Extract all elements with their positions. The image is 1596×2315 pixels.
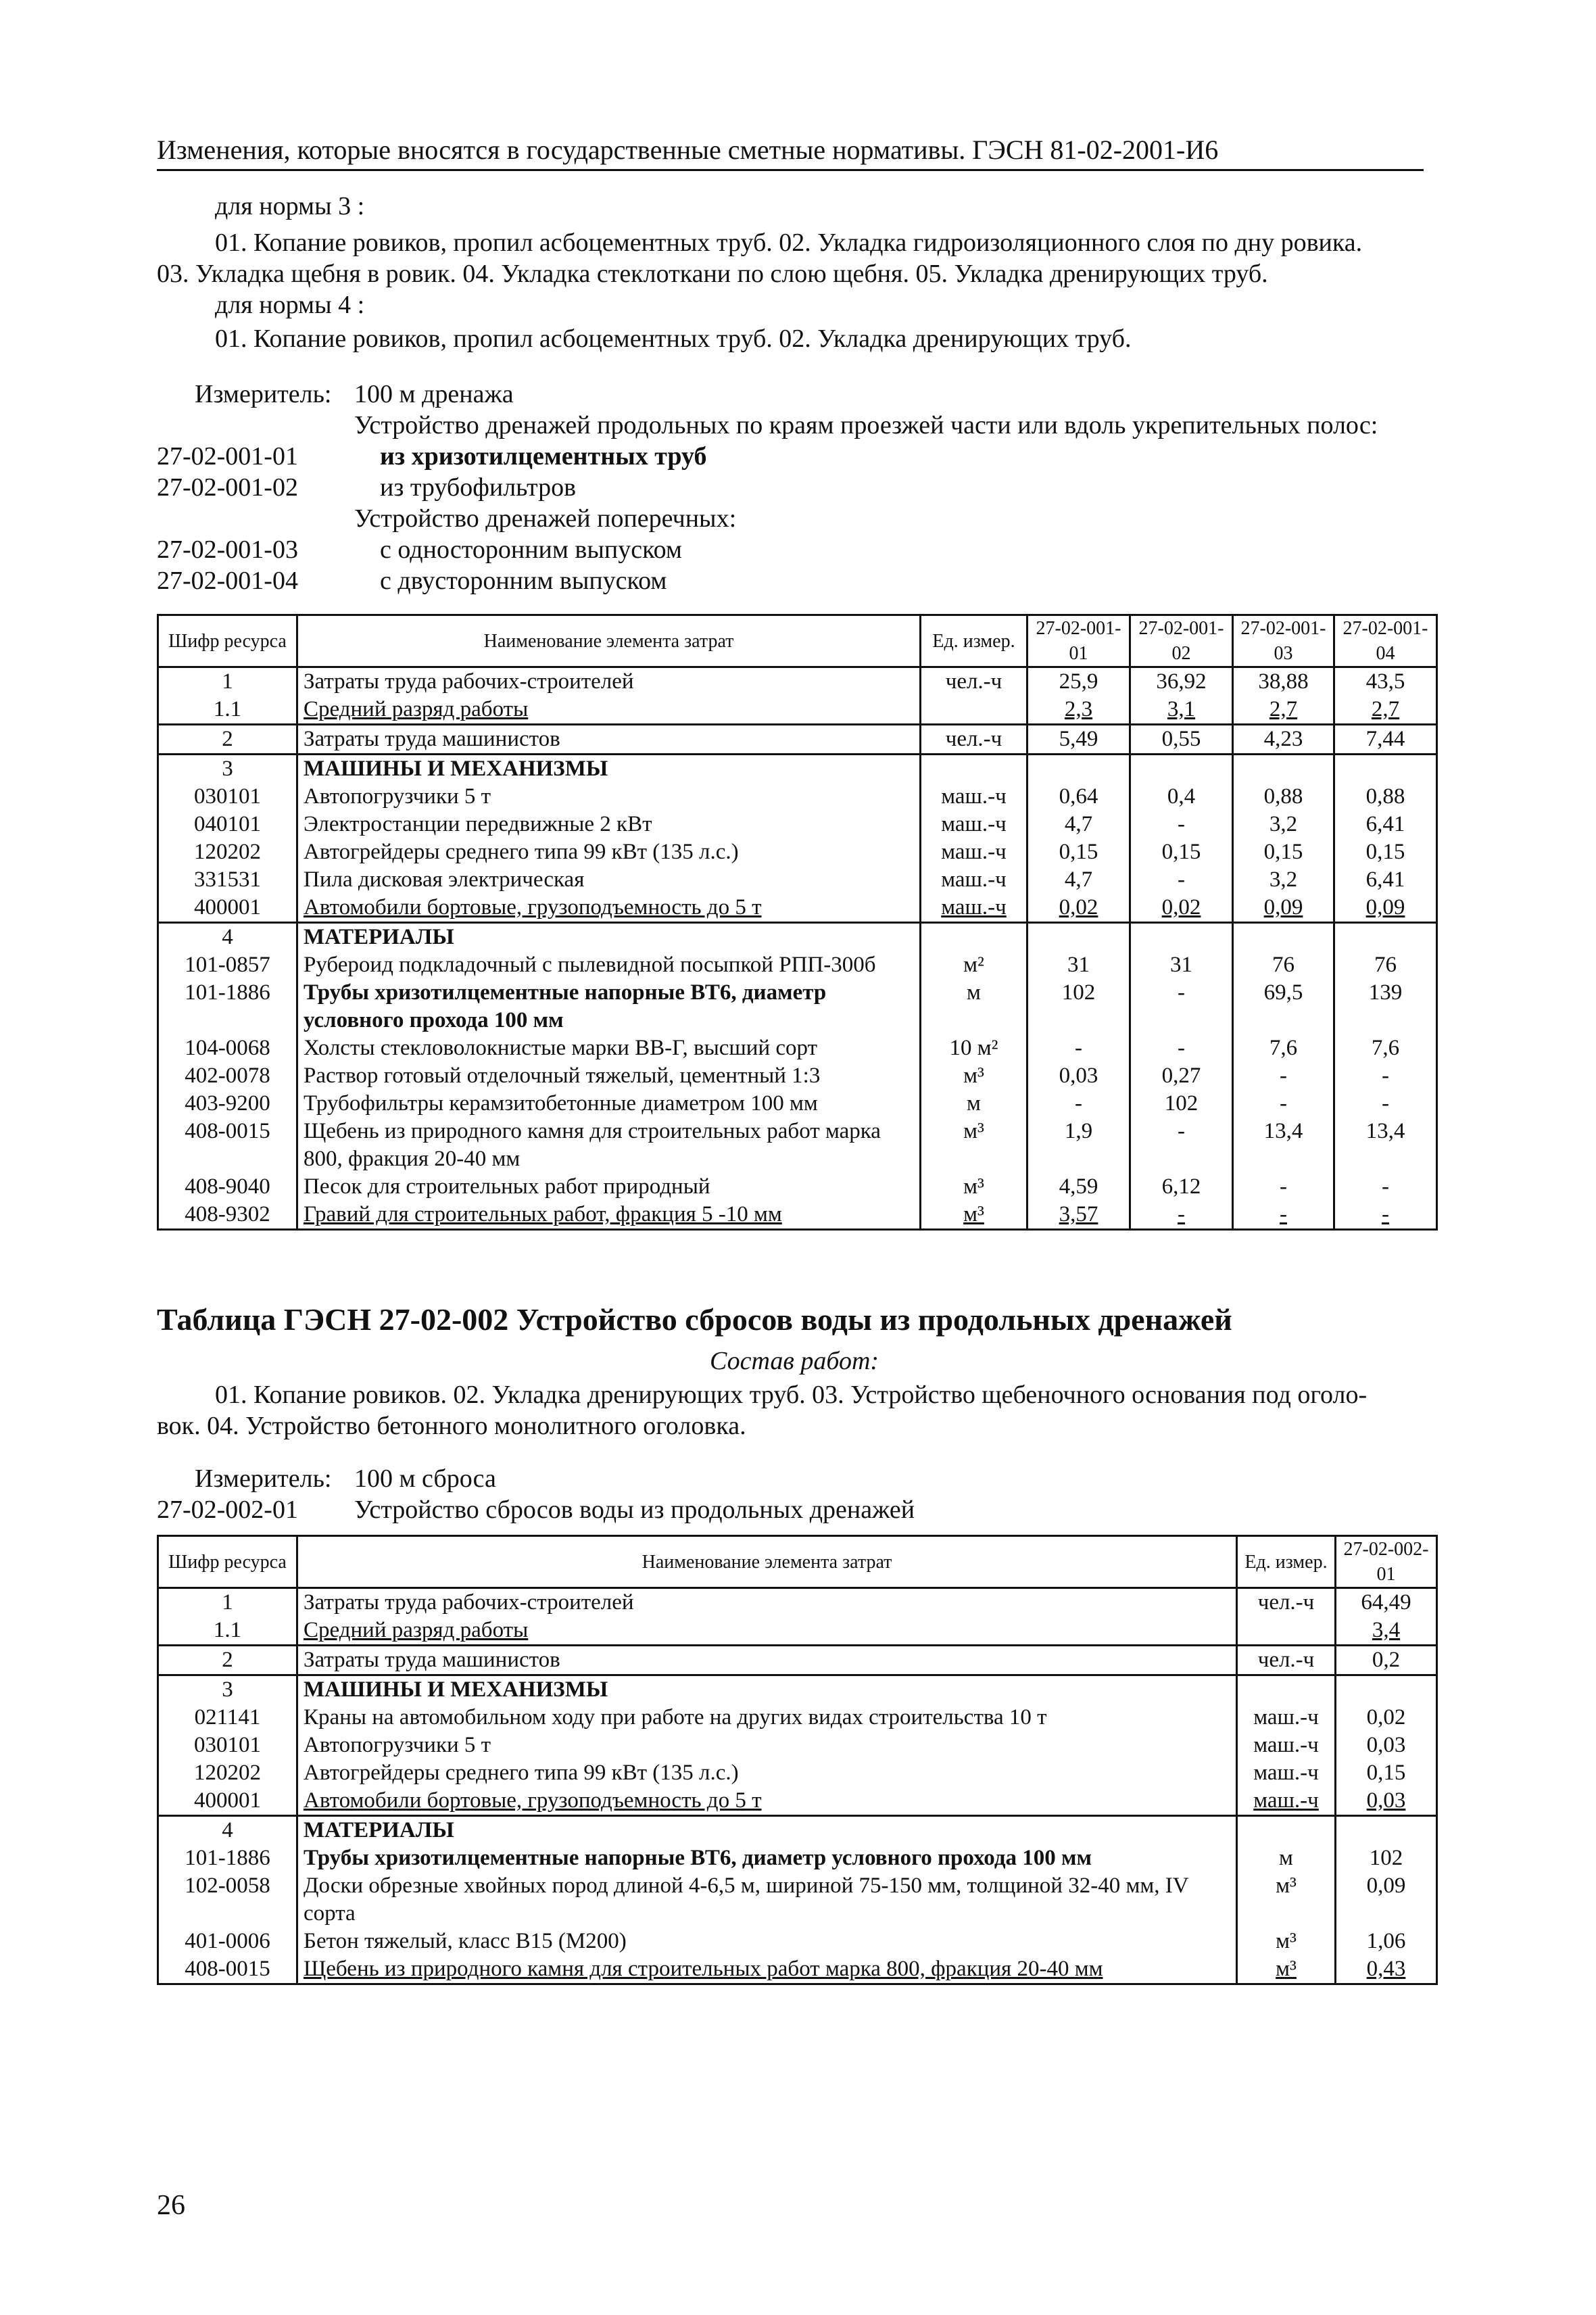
cell-value-1: 102 <box>1027 979 1130 1034</box>
table-row <box>158 1588 1437 1617</box>
cell-value-4: - <box>1334 1062 1437 1090</box>
table-row <box>158 838 1437 866</box>
meter-value: 100 м дренажа <box>354 380 514 408</box>
table-row <box>158 1759 1437 1787</box>
norm-name-4: с двусторонним выпуском <box>380 567 667 595</box>
cell-value-1: 5,49 <box>1027 725 1130 755</box>
cell-value-3: 3,2 <box>1233 866 1334 894</box>
cell-name: Щебень из природного камня для строительных работ марка 800, фракция 20-40 мм <box>297 1955 1237 1984</box>
cell-value-4: 6,41 <box>1334 866 1437 894</box>
cell-name: Рубероид подкладочный с пылевидной посыпкой РПП-300б <box>297 951 921 979</box>
cell-unit: м³ <box>1237 1955 1336 1984</box>
col-header-name: Наименование элемента затрат <box>297 1536 1237 1588</box>
col-header-code: Шифр ресурса <box>158 615 297 667</box>
cell-unit <box>1237 1617 1336 1646</box>
cell-value-1: 1,9 <box>1027 1118 1130 1173</box>
cell-name: Бетон тяжелый, класс В15 (М200) <box>297 1928 1237 1955</box>
cell-name: Затраты труда машинистов <box>297 725 921 755</box>
cell-code: 030101 <box>158 1732 297 1759</box>
cell-unit: маш.-ч <box>1237 1704 1336 1732</box>
cell-value-1: 31 <box>1027 951 1130 979</box>
table-row <box>158 1062 1437 1090</box>
cell-unit: чел.-ч <box>1237 1588 1336 1617</box>
cell-name: Щебень из природного камня для строительных работ марка 800, фракция 20-40 мм <box>297 1118 921 1173</box>
cell-name: Автопогрузчики 5 т <box>297 783 921 811</box>
cell-code: 331531 <box>158 866 297 894</box>
cell-code: 1 <box>158 667 297 696</box>
cell-unit <box>1237 1675 1336 1704</box>
cell-unit: маш.-ч <box>921 866 1027 894</box>
cell-unit: 10 м² <box>921 1034 1027 1062</box>
norm4-line1: 01. Копание ровиков, пропил асбоцементных труб. 02. Укладка дренирующих труб. <box>215 325 1132 353</box>
work-line-1: 01. Копание ровиков. 02. Укладка дренирующих труб. 03. Устройство щебеночного основания под оголо- <box>215 1381 1368 1409</box>
cell-name: Затраты труда рабочих-строителей <box>297 667 921 696</box>
cell-value-1: 0,15 <box>1336 1759 1437 1787</box>
cell-value-4: - <box>1334 1173 1437 1201</box>
cell-unit: м³ <box>921 1118 1027 1173</box>
norm4-label: для нормы 4 : <box>215 291 365 319</box>
cell-value-4: 0,15 <box>1334 838 1437 866</box>
cell-name: МАТЕРИАЛЫ <box>297 1816 1237 1845</box>
cell-value-4: - <box>1334 1201 1437 1230</box>
cell-code: 3 <box>158 755 297 784</box>
cell-code: 408-0015 <box>158 1118 297 1173</box>
cell-name: МАШИНЫ И МЕХАНИЗМЫ <box>297 755 921 784</box>
table-row <box>158 783 1437 811</box>
table-row <box>158 1704 1437 1732</box>
meter-value-2: 100 м сброса <box>354 1464 496 1493</box>
cell-unit <box>1237 1816 1336 1845</box>
cell-value-4 <box>1334 755 1437 784</box>
cell-code: 104-0068 <box>158 1034 297 1062</box>
table-row <box>158 755 1437 784</box>
cell-unit: м <box>921 1090 1027 1118</box>
cell-code: 040101 <box>158 811 297 838</box>
cell-value-2: - <box>1130 1034 1233 1062</box>
cell-code: 400001 <box>158 894 297 923</box>
cell-value-1: 3,57 <box>1027 1201 1130 1230</box>
cell-value-2: 0,15 <box>1130 838 1233 866</box>
cell-unit: маш.-ч <box>921 838 1027 866</box>
cell-value-4 <box>1334 923 1437 952</box>
cell-name: Трубы хризотилцементные напорные ВТ6, диаметр условного прохода 100 мм <box>297 1844 1237 1872</box>
table-row <box>158 923 1437 952</box>
cell-unit: м <box>1237 1844 1336 1872</box>
cell-name: Холсты стекловолокнистые марки ВВ-Г, высший сорт <box>297 1034 921 1062</box>
table-row <box>158 1118 1437 1173</box>
cell-value-4: 43,5 <box>1334 667 1437 696</box>
cell-value-2: - <box>1130 811 1233 838</box>
cell-value-1: 1,06 <box>1336 1928 1437 1955</box>
cell-value-3: 0,15 <box>1233 838 1334 866</box>
cell-value-1: 25,9 <box>1027 667 1130 696</box>
cell-value-1: 0,09 <box>1336 1872 1437 1928</box>
table-row <box>158 1173 1437 1201</box>
cell-name: Раствор готовый отделочный тяжелый, цементный 1:3 <box>297 1062 921 1090</box>
cell-value-3: 38,88 <box>1233 667 1334 696</box>
cell-name: Электростанции передвижные 2 кВт <box>297 811 921 838</box>
cell-name: Затраты труда рабочих-строителей <box>297 1588 1237 1617</box>
cell-value-3: 0,88 <box>1233 783 1334 811</box>
norm-name-5: Устройство сбросов воды из продольных дренажей <box>354 1496 915 1524</box>
cell-value-1: 64,49 <box>1336 1588 1437 1617</box>
cell-name: Трубы хризотилцементные напорные ВТ6, диаметр условного прохода 100 мм <box>297 979 921 1034</box>
cell-code: 401-0006 <box>158 1928 297 1955</box>
norm3-line1: 01. Копание ровиков, пропил асбоцементных труб. 02. Укладка гидроизоляционного слоя по дну ровика. <box>215 229 1363 257</box>
cell-value-2: - <box>1130 1201 1233 1230</box>
cell-value-1: 0,03 <box>1336 1732 1437 1759</box>
cell-unit <box>921 696 1027 725</box>
cell-code: 102-0058 <box>158 1872 297 1928</box>
table-row <box>158 696 1437 725</box>
col-header-unit: Ед. измер. <box>1237 1536 1336 1588</box>
cell-code: 408-9040 <box>158 1173 297 1201</box>
cell-value-2: - <box>1130 866 1233 894</box>
cell-value-1: 4,59 <box>1027 1173 1130 1201</box>
table-row <box>158 1844 1437 1872</box>
cell-code: 101-0857 <box>158 951 297 979</box>
norm3-line2: 03. Укладка щебня в ровик. 04. Укладка стеклоткани по слою щебня. 05. Укладка дренирующих труб. <box>157 260 1268 288</box>
cell-unit: чел.-ч <box>1237 1646 1336 1675</box>
cell-unit: м³ <box>1237 1928 1336 1955</box>
cell-code: 408-0015 <box>158 1955 297 1984</box>
cell-value-3: 13,4 <box>1233 1118 1334 1173</box>
col-header-norm-4: 27-02-001-04 <box>1334 615 1437 667</box>
cell-value-4: 7,44 <box>1334 725 1437 755</box>
cell-name: Доски обрезные хвойных пород длиной 4-6,5 м, шириной 75-150 мм, толщиной 32-40 мм, IV сорта <box>297 1872 1237 1928</box>
cell-value-3: 69,5 <box>1233 979 1334 1034</box>
cell-value-1: 2,3 <box>1027 696 1130 725</box>
cell-name: Трубофильтры керамзитобетонные диаметром 100 мм <box>297 1090 921 1118</box>
cell-value-3: 76 <box>1233 951 1334 979</box>
cell-value-1: 102 <box>1336 1844 1437 1872</box>
cell-name: Краны на автомобильном ходу при работе на других видах строительства 10 т <box>297 1704 1237 1732</box>
cell-unit: м³ <box>921 1062 1027 1090</box>
cell-value-3 <box>1233 923 1334 952</box>
cell-unit: маш.-ч <box>1237 1759 1336 1787</box>
cell-unit: чел.-ч <box>921 667 1027 696</box>
norm-group-1: Устройство дренажей продольных по краям проезжей части или вдоль укрепительных полос: <box>354 411 1378 439</box>
table-row <box>158 1617 1437 1646</box>
col-header-norm-1: 27-02-002-01 <box>1336 1536 1437 1588</box>
cell-value-2: 31 <box>1130 951 1233 979</box>
cell-value-4: 139 <box>1334 979 1437 1034</box>
cell-value-2 <box>1130 755 1233 784</box>
col-header-norm-1: 27-02-001-01 <box>1027 615 1130 667</box>
cell-unit: маш.-ч <box>1237 1732 1336 1759</box>
cell-value-4: 6,41 <box>1334 811 1437 838</box>
col-header-code: Шифр ресурса <box>158 1536 297 1588</box>
work-line-2: вок. 04. Устройство бетонного монолитного оголовка. <box>157 1412 746 1440</box>
cell-value-2: 0,55 <box>1130 725 1233 755</box>
table-header-row <box>158 615 1437 667</box>
table-row <box>158 1928 1437 1955</box>
cell-name: Гравий для строительных работ, фракция 5 -10 мм <box>297 1201 921 1230</box>
cell-unit <box>921 755 1027 784</box>
cell-name: Песок для строительных работ природный <box>297 1173 921 1201</box>
section-title: Таблица ГЭСН 27-02-002 Устройство сбросов воды из продольных дренажей <box>157 1302 1232 1337</box>
cell-value-4: 13,4 <box>1334 1118 1437 1173</box>
cell-value-1: 0,03 <box>1027 1062 1130 1090</box>
cell-value-3: 7,6 <box>1233 1034 1334 1062</box>
cell-name: Автомобили бортовые, грузоподъемность до 5 т <box>297 1787 1237 1816</box>
cell-name: Пила дисковая электрическая <box>297 866 921 894</box>
cell-code: 1.1 <box>158 696 297 725</box>
table-row <box>158 1646 1437 1675</box>
cell-code: 4 <box>158 1816 297 1845</box>
meter-label-2: Измеритель: <box>195 1464 332 1493</box>
resource-table-1 <box>157 614 1438 1231</box>
norm-code-1: 27-02-001-01 <box>157 442 298 471</box>
table-row <box>158 951 1437 979</box>
cell-value-1: 0,43 <box>1336 1955 1437 1984</box>
cell-value-1: 4,7 <box>1027 866 1130 894</box>
cell-unit: маш.-ч <box>921 783 1027 811</box>
cell-value-4: 0,09 <box>1334 894 1437 923</box>
cell-code: 400001 <box>158 1787 297 1816</box>
cell-code: 120202 <box>158 1759 297 1787</box>
cell-value-2: 3,1 <box>1130 696 1233 725</box>
table-row <box>158 667 1437 696</box>
cell-name: Автогрейдеры среднего типа 99 кВт (135 л.с.) <box>297 1759 1237 1787</box>
cell-name: МАШИНЫ И МЕХАНИЗМЫ <box>297 1675 1237 1704</box>
cell-unit: м³ <box>1237 1872 1336 1928</box>
norm-name-3: с односторонним выпуском <box>380 535 682 564</box>
cell-code: 2 <box>158 1646 297 1675</box>
table-row <box>158 1787 1437 1816</box>
table-row <box>158 1732 1437 1759</box>
cell-unit <box>921 923 1027 952</box>
cell-value-1: 0,15 <box>1027 838 1130 866</box>
work-composition-title: Состав работ: <box>710 1347 879 1375</box>
cell-unit: м <box>921 979 1027 1034</box>
cell-code: 403-9200 <box>158 1090 297 1118</box>
resource-table-2 <box>157 1535 1438 1985</box>
cell-value-1: 0,02 <box>1336 1704 1437 1732</box>
cell-code: 4 <box>158 923 297 952</box>
cell-value-1: - <box>1027 1034 1130 1062</box>
cell-value-3 <box>1233 755 1334 784</box>
cell-unit: маш.-ч <box>921 894 1027 923</box>
cell-code: 408-9302 <box>158 1201 297 1230</box>
norm-code-3: 27-02-001-03 <box>157 535 298 564</box>
cell-value-2: 36,92 <box>1130 667 1233 696</box>
cell-value-4: 7,6 <box>1334 1034 1437 1062</box>
table-row <box>158 1675 1437 1704</box>
cell-value-3: - <box>1233 1062 1334 1090</box>
col-header-norm-2: 27-02-001-02 <box>1130 615 1233 667</box>
cell-value-3: - <box>1233 1201 1334 1230</box>
table-row <box>158 1090 1437 1118</box>
cell-value-4: - <box>1334 1090 1437 1118</box>
norm-code-4: 27-02-001-04 <box>157 567 298 595</box>
cell-code: 3 <box>158 1675 297 1704</box>
cell-name: МАТЕРИАЛЫ <box>297 923 921 952</box>
cell-code: 402-0078 <box>158 1062 297 1090</box>
cell-unit: м³ <box>921 1201 1027 1230</box>
cell-value-2: 0,02 <box>1130 894 1233 923</box>
cell-value-1 <box>1336 1816 1437 1845</box>
cell-value-1: 0,64 <box>1027 783 1130 811</box>
cell-value-3: 3,2 <box>1233 811 1334 838</box>
cell-code: 1.1 <box>158 1617 297 1646</box>
cell-name: Автомобили бортовые, грузоподъемность до 5 т <box>297 894 921 923</box>
cell-value-4: 2,7 <box>1334 696 1437 725</box>
table-row <box>158 1955 1437 1984</box>
cell-unit: м³ <box>921 1173 1027 1201</box>
cell-value-1: 4,7 <box>1027 811 1130 838</box>
table-row <box>158 1816 1437 1845</box>
col-header-unit: Ед. измер. <box>921 615 1027 667</box>
cell-unit: чел.-ч <box>921 725 1027 755</box>
norm-name-1: из хризотилцементных труб <box>380 442 707 471</box>
cell-value-2: 102 <box>1130 1090 1233 1118</box>
cell-name: Автопогрузчики 5 т <box>297 1732 1237 1759</box>
table-row <box>158 1872 1437 1928</box>
cell-value-1: 3,4 <box>1336 1617 1437 1646</box>
cell-value-2: - <box>1130 1118 1233 1173</box>
cell-value-3: 0,09 <box>1233 894 1334 923</box>
cell-value-1: 0,03 <box>1336 1787 1437 1816</box>
cell-value-2: - <box>1130 979 1233 1034</box>
cell-unit: м² <box>921 951 1027 979</box>
cell-value-4: 0,88 <box>1334 783 1437 811</box>
page-header: Изменения, которые вносятся в государственные сметные нормативы. ГЭСН 81-02-2001-И6 <box>157 134 1424 171</box>
cell-value-1: 0,02 <box>1027 894 1130 923</box>
table-header-row <box>158 1536 1437 1588</box>
cell-value-1 <box>1027 923 1130 952</box>
cell-unit: маш.-ч <box>921 811 1027 838</box>
cell-code: 030101 <box>158 783 297 811</box>
cell-value-3: 2,7 <box>1233 696 1334 725</box>
col-header-norm-3: 27-02-001-03 <box>1233 615 1334 667</box>
cell-value-3: - <box>1233 1173 1334 1201</box>
cell-unit: маш.-ч <box>1237 1787 1336 1816</box>
cell-value-1: 0,2 <box>1336 1646 1437 1675</box>
cell-value-1 <box>1027 755 1130 784</box>
norm-name-2: из трубофильтров <box>380 473 577 502</box>
norm-code-5: 27-02-002-01 <box>157 1496 298 1524</box>
cell-value-3: - <box>1233 1090 1334 1118</box>
norm-group-2: Устройство дренажей поперечных: <box>354 504 737 533</box>
cell-value-1 <box>1336 1675 1437 1704</box>
cell-code: 2 <box>158 725 297 755</box>
cell-value-2: 6,12 <box>1130 1173 1233 1201</box>
table-row <box>158 811 1437 838</box>
cell-name: Средний разряд работы <box>297 1617 1237 1646</box>
cell-value-2: 0,27 <box>1130 1062 1233 1090</box>
cell-value-1: - <box>1027 1090 1130 1118</box>
cell-code: 1 <box>158 1588 297 1617</box>
table-row <box>158 1034 1437 1062</box>
norm-code-2: 27-02-001-02 <box>157 473 298 502</box>
meter-label: Измеритель: <box>195 380 332 408</box>
cell-code: 101-1886 <box>158 979 297 1034</box>
cell-name: Затраты труда машинистов <box>297 1646 1237 1675</box>
norm3-label: для нормы 3 : <box>215 192 365 220</box>
cell-value-3: 4,23 <box>1233 725 1334 755</box>
table-row <box>158 725 1437 755</box>
col-header-name: Наименование элемента затрат <box>297 615 921 667</box>
cell-value-4: 76 <box>1334 951 1437 979</box>
table-row <box>158 979 1437 1034</box>
cell-name: Автогрейдеры среднего типа 99 кВт (135 л.с.) <box>297 838 921 866</box>
table-row <box>158 1201 1437 1230</box>
cell-name: Средний разряд работы <box>297 696 921 725</box>
cell-code: 021141 <box>158 1704 297 1732</box>
table-row <box>158 866 1437 894</box>
cell-value-2 <box>1130 923 1233 952</box>
cell-value-2: 0,4 <box>1130 783 1233 811</box>
page-number: 26 <box>157 2190 185 2221</box>
cell-code: 120202 <box>158 838 297 866</box>
cell-code: 101-1886 <box>158 1844 297 1872</box>
table-row <box>158 894 1437 923</box>
